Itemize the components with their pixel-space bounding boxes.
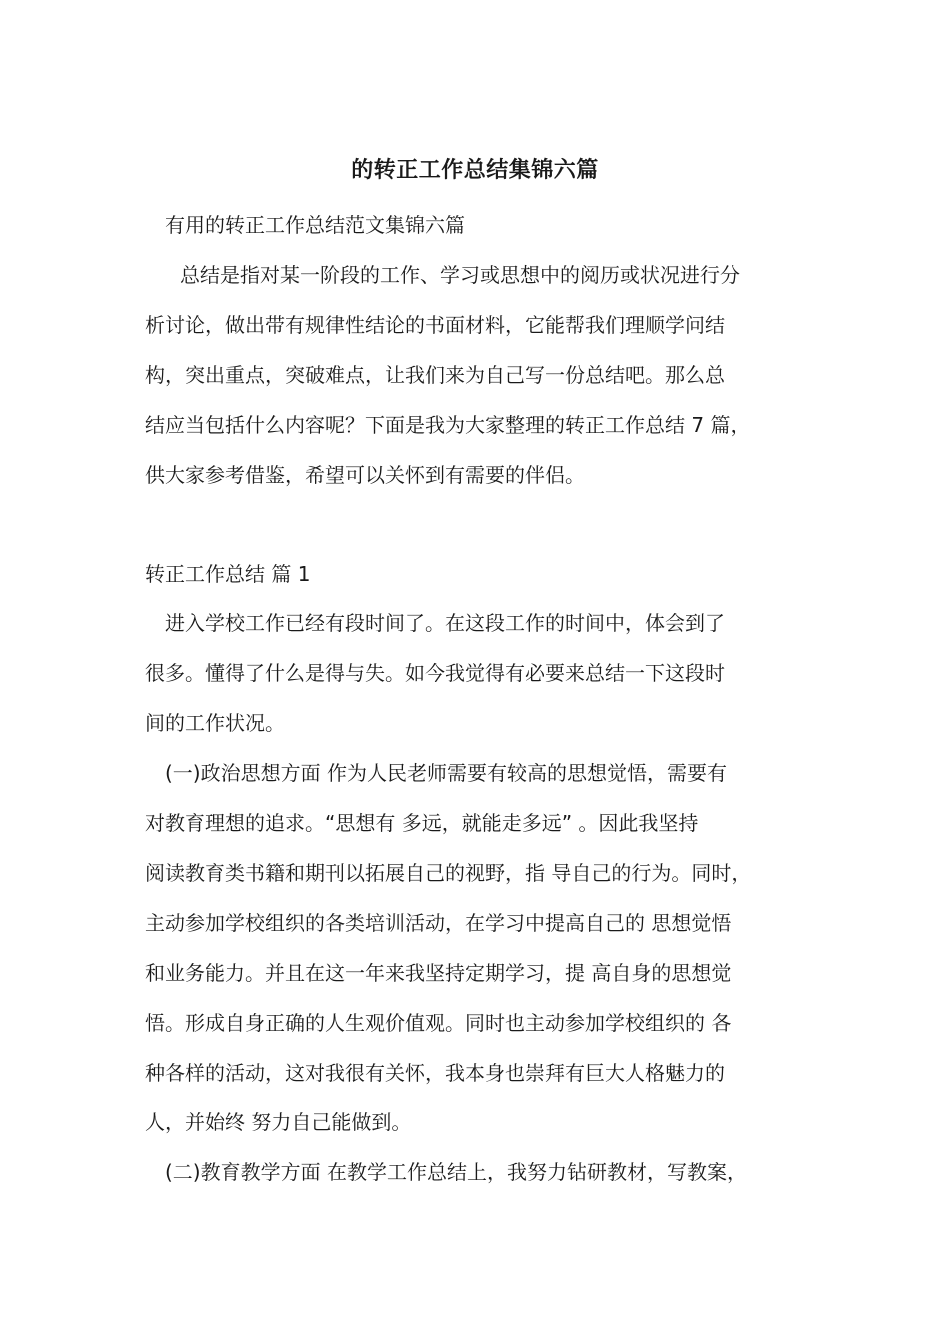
paragraph-line: 对教育理想的追求。“思想有 多远，就能走多远” 。因此我坚持 — [145, 811, 699, 835]
intro-line: 析讨论，做出带有规律性结论的书面材料，它能帮我们理顺学问结 — [145, 313, 725, 337]
intro-line: 构，突出重点，突破难点，让我们来为自己写一份总结吧。那么总 — [145, 363, 725, 387]
paragraph-line: 种各样的活动，这对我很有关怀，我本身也崇拜有巨大人格魅力的 — [145, 1061, 725, 1085]
paragraph-line: 间的工作状况。 — [145, 711, 285, 735]
paragraph-line: 很多。懂得了什么是得与失。如今我觉得有必要来总结一下这段时 — [145, 661, 725, 685]
document-subtitle: 有用的转正工作总结范文集锦六篇 — [165, 213, 465, 237]
section-heading: 转正工作总结 篇 1 — [145, 562, 311, 586]
paragraph-line: 人，并始终 努力自己能做到。 — [145, 1110, 412, 1134]
paragraph-line: 主动参加学校组织的各类培训活动，在学习中提高自己的 思想觉悟 — [145, 911, 732, 935]
intro-line: 结应当包括什么内容呢？下面是我为大家整理的转正工作总结 7 篇， — [145, 413, 751, 437]
intro-line: 供大家参考借鉴，希望可以关怀到有需要的伴侣。 — [145, 463, 585, 487]
document-title: 的转正工作总结集锦六篇 — [351, 158, 599, 183]
paragraph-line: (一)政治思想方面 作为人民老师需要有较高的思想觉悟，需要有 — [165, 761, 727, 785]
paragraph-line: 进入学校工作已经有段时间了。在这段工作的时间中，体会到了 — [165, 611, 725, 635]
paragraph-line: 阅读教育类书籍和期刊以拓展自己的视野，指 导自己的行为。同时， — [145, 861, 752, 885]
paragraph-line: 悟。形成自身正确的人生观价值观。同时也主动参加学校组织的 各 — [145, 1011, 732, 1035]
intro-line: 总结是指对某一阶段的工作、学习或思想中的阅历或状况进行分 — [180, 263, 740, 287]
paragraph-line: (二)教育教学方面 在教学工作总结上，我努力钻研教材，写教案， — [165, 1160, 747, 1184]
paragraph-line: 和业务能力。并且在这一年来我坚持定期学习，提 高自身的思想觉 — [145, 961, 732, 985]
